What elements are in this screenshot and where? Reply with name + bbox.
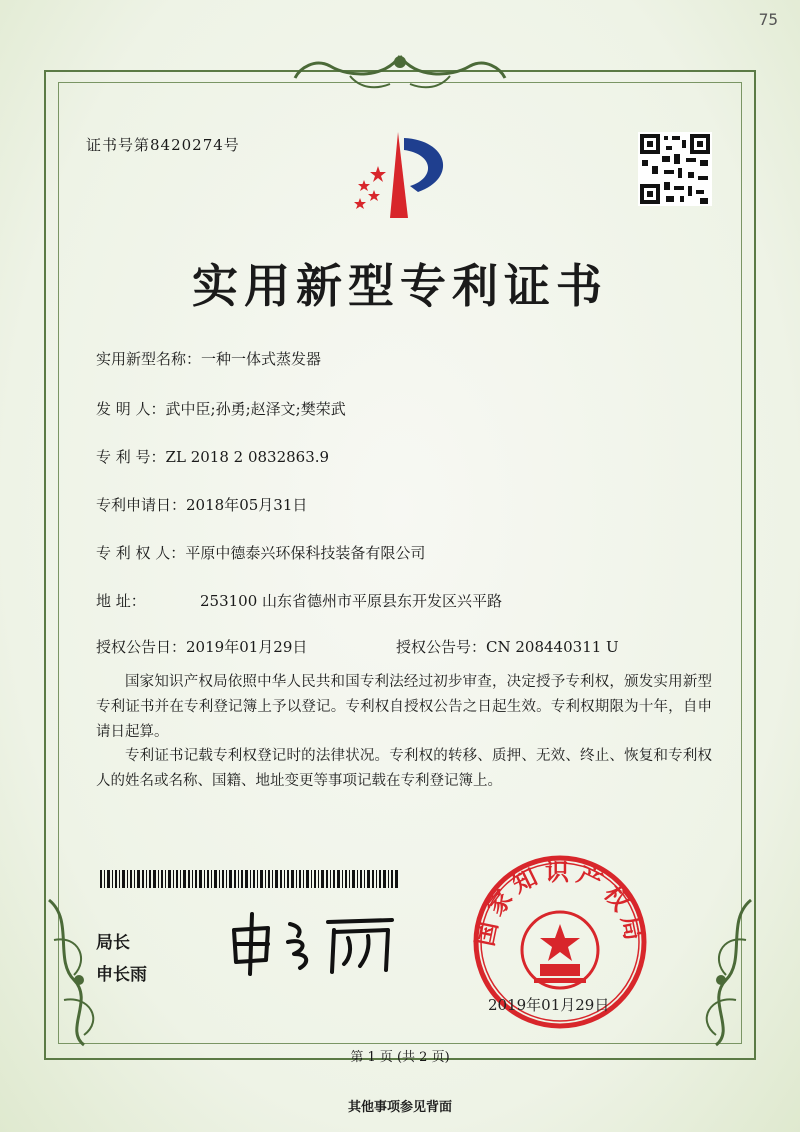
address-label: 地 址： [96,592,146,610]
inventor-row [96,398,346,419]
grant-number-label: 授权公告号： [396,638,487,656]
grant-date-row [96,636,307,657]
grant-statement-paragraph: 国家知识产权局依照中华人民共和国专利法经过初步审查，决定授予专利权，颁发实用新型专利证书并在专利登记簿上予以登记。专利权自授权公告之日起生效。专利权期限为十年，自申请日起算。 [96,674,712,740]
utility-model-name-row [96,348,321,369]
patent-number-row [96,446,329,467]
patent-number-value: ZL 2018 2 0832863.9 [165,448,330,466]
certificate-number: 证书号第8420274号 [86,136,240,154]
filing-date-value: 2018年05月31日 [186,496,308,514]
document-title: 实用新型专利证书 [192,259,608,313]
address-row [96,590,502,611]
patent-number-label: 专 利 号： [96,448,166,466]
seal-text: 国家知识产权局 [470,857,650,949]
inventor-label: 发 明 人： [96,400,166,418]
patentee-label: 专 利 权 人： [96,544,186,562]
barcode-icon [100,870,400,888]
qr-code-icon [638,132,712,206]
bottom-right-ornament-icon [636,880,756,1050]
inventor-value: 武中臣;孙勇;赵泽文;樊荣武 [165,400,346,418]
grant-date-label: 授权公告日： [96,638,187,656]
grant-date-value: 2019年01月29日 [186,638,308,656]
legal-status-paragraph: 专利证书记载专利权登记时的法律状况。专利权的转移、质押、无效、终止、恢复和专利权人的姓名或名称、国籍、地址变更等事项记载在专利登记簿上。 [96,748,712,789]
corner-handwritten-mark: 75 [758,10,778,29]
grant-number-value: CN 208440311 U [486,638,619,656]
director-signature [224,908,404,978]
filing-date-label: 专利申请日： [96,496,187,514]
seal-date: 2019年01月29日 [488,996,610,1014]
grant-number-row [396,636,619,657]
page-number: 第 1 页 (共 2 页) [350,1050,450,1065]
address-value: 253100 山东省德州市平原县东开发区兴平路 [200,592,503,610]
patent-office-logo-icon [338,128,468,224]
director-title: 局长 [96,933,130,953]
utility-model-name-value: 一种一体式蒸发器 [201,350,322,368]
top-ornament-icon [290,48,510,98]
patentee-value: 平原中德泰兴环保科技装备有限公司 [185,544,426,562]
back-note: 其他事项参见背面 [347,1100,452,1115]
director-name: 申长雨 [96,965,147,985]
patentee-row [96,542,425,563]
filing-date-row [96,494,307,515]
utility-model-name-label: 实用新型名称： [96,350,202,368]
